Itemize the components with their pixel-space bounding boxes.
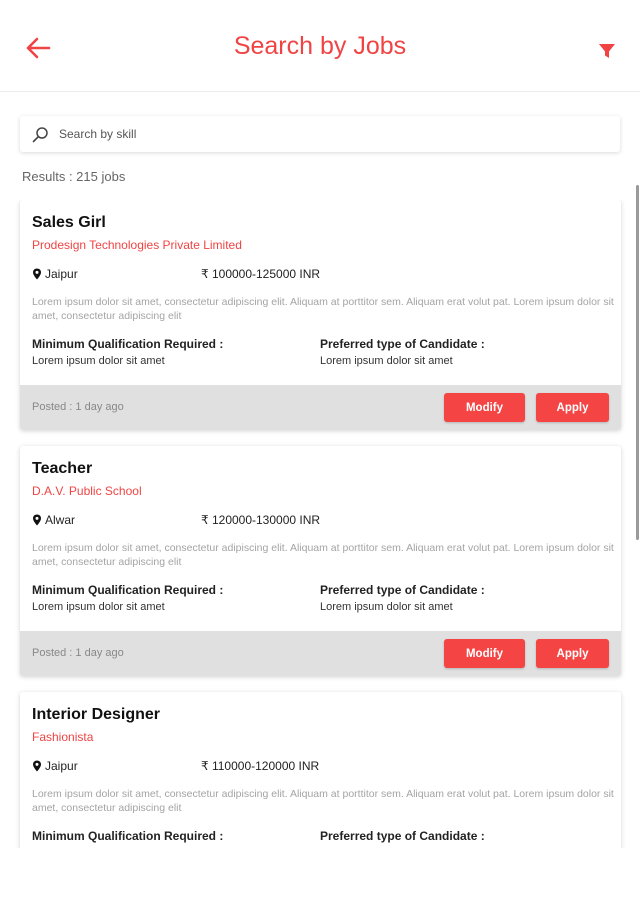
preferred-candidate-label: Preferred type of Candidate : xyxy=(320,829,485,843)
filter-button[interactable] xyxy=(590,34,624,68)
location-label: Jaipur xyxy=(45,267,78,281)
location-pin-icon xyxy=(32,760,42,772)
posted-time: Posted : 1 day ago xyxy=(32,401,124,413)
job-list[interactable] xyxy=(0,200,640,848)
job-title: Sales Girl xyxy=(32,214,106,231)
location-pin-icon xyxy=(32,514,42,526)
job-description: Lorem ipsum dolor sit amet, consectetur adipiscing elit. Aliquam at porttitor sem. Aliquam erat volut pat. Lorem ipsum dolor sit amet, consectetur adipiscing elit xyxy=(32,788,614,814)
job-card[interactable] xyxy=(20,200,621,430)
app-header xyxy=(0,0,640,92)
search-input[interactable] xyxy=(59,127,620,141)
preferred-candidate-value: Lorem ipsum dolor sit amet xyxy=(320,601,453,613)
filter-icon xyxy=(598,42,616,60)
results-count: Results : 215 jobs xyxy=(22,169,126,184)
card-footer xyxy=(20,385,621,430)
preferred-candidate-label: Preferred type of Candidate : xyxy=(320,583,485,597)
location-label: Jaipur xyxy=(45,759,78,773)
modify-button[interactable]: Modify xyxy=(444,639,525,668)
page-title: Search by Jobs xyxy=(233,32,407,60)
scrollbar[interactable] xyxy=(636,185,639,540)
qualification-label: Minimum Qualification Required : xyxy=(32,829,224,843)
qualification-value: Lorem ipsum dolor sit amet xyxy=(32,601,165,613)
job-location xyxy=(32,759,78,773)
salary-range: ₹ 100000-125000 INR xyxy=(201,267,321,281)
job-description: Lorem ipsum dolor sit amet, consectetur adipiscing elit. Aliquam at porttitor sem. Aliquam erat volut pat. Lorem ipsum dolor sit amet, consectetur adipiscing elit xyxy=(32,542,614,568)
job-title: Interior Designer xyxy=(32,706,161,723)
preferred-candidate-label: Preferred type of Candidate : xyxy=(320,337,485,351)
salary-range: ₹ 110000-120000 INR xyxy=(201,759,320,773)
job-title: Teacher xyxy=(32,460,93,477)
company-name[interactable]: Fashionista xyxy=(32,730,94,744)
job-location xyxy=(32,513,75,527)
preferred-candidate-value: Lorem ipsum dolor sit amet xyxy=(320,355,453,367)
posted-time: Posted : 1 day ago xyxy=(32,647,124,659)
card-footer xyxy=(20,631,621,676)
salary-range: ₹ 120000-130000 INR xyxy=(201,513,321,527)
job-location xyxy=(32,267,78,281)
qualification-label: Minimum Qualification Required : xyxy=(32,583,224,597)
job-card[interactable] xyxy=(20,692,621,848)
apply-button[interactable]: Apply xyxy=(536,393,609,422)
qualification-label: Minimum Qualification Required : xyxy=(32,337,224,351)
bottom-blank-area xyxy=(0,848,640,900)
modify-button[interactable]: Modify xyxy=(444,393,525,422)
job-description: Lorem ipsum dolor sit amet, consectetur adipiscing elit. Aliquam at porttitor sem. Aliquam erat volut pat. Lorem ipsum dolor sit amet, consectetur adipiscing elit xyxy=(32,296,614,322)
location-label: Alwar xyxy=(45,513,76,527)
company-name[interactable]: D.A.V. Public School xyxy=(32,484,142,498)
search-bar xyxy=(20,116,620,152)
location-pin-icon xyxy=(32,268,42,280)
apply-button[interactable]: Apply xyxy=(536,639,609,668)
qualification-value: Lorem ipsum dolor sit amet xyxy=(32,355,165,367)
company-name[interactable]: Prodesign Technologies Private Limited xyxy=(32,238,242,252)
search-icon xyxy=(32,125,50,143)
job-card[interactable] xyxy=(20,446,621,676)
